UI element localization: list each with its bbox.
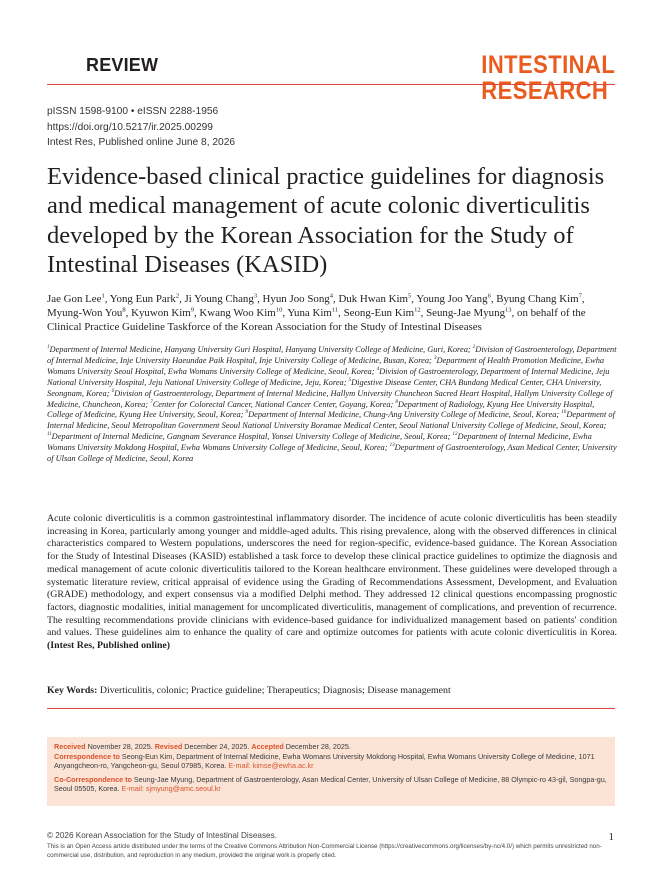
abstract-text: Acute colonic diverticulitis is a common gastrointestinal inflammatory disorder. The incidence of acute colonic diverticulitis has been steadily increasing in Korea, particularly among younger and middle-aged adults. This rising prevalence, along with the observed differences in clinical characteristics compared to Western populations, underscores the need for region-specific, evidence-based guidance. The Korean Association for the Study of Intestinal Diseases (KASID) established a task force to develop these clinical practice guidelines to optimize the diagnosis and medical management of acute colonic diverticulitis tailored to the Korean healthcare environment. These guidelines were developed through a systematic literature review, critical appraisal of evidence using the Grading of Recommendations Assessment, Development, and Evaluation (GRADE) methodology, and expert consensus via a modified Delphi method. They addressed 12 clinical questions encompassing prognostic factors, diagnostic modalities, initial management for uncomplicated diverticulitis, management of complications, and prevention of recurrence. The resulting recommendations provide clinicians with evidence-based guidance for individualized management based on patients' condition and values. These guidelines aim to enhance the quality of care and optimize outcomes for patients with acute colonic diverticulitis in Korea. xyxy=(47,513,617,639)
author-affiliation-marker: 8 xyxy=(122,306,126,314)
affiliation-marker: 8 xyxy=(395,399,398,405)
received-date: November 28, 2025. xyxy=(85,742,155,751)
author-name: Hyun Joo Song xyxy=(262,293,330,305)
co-correspondence-text: Seung-Jae Myung, Department of Gastroenterology, Asan Medical Center, University of Ulsan College of Medicine, 88 Olympic-ro 43-gil, Songpa-gu, Seoul 05505, Korea. xyxy=(54,774,607,794)
affiliation-marker: 6 xyxy=(111,388,115,394)
co-correspondence-line xyxy=(54,775,608,794)
affiliation-text: Division of Gastroenterology, Department of Internal Medicine, Inje University Haeundae Paik Hospital, Inje University College of Medicine, Busan, Korea; xyxy=(47,345,617,365)
correspondence-email[interactable]: E-mail: kimse@ewha.ac.kr xyxy=(228,761,314,771)
author-affiliation-marker: 2 xyxy=(175,292,180,300)
doi-link[interactable]: https://doi.org/10.5217/ir.2025.00299 xyxy=(47,121,213,133)
copyright: © 2026 Korean Association for the Study of Intestinal Diseases. xyxy=(47,831,277,840)
affiliation-text: Department of Internal Medicine, Ewha Womans University Mokdong Hospital, Ewha Womans University College of Medicine, Seoul, Korea; xyxy=(47,432,592,453)
author-name: Kyuwon Kim xyxy=(131,306,191,319)
revised-label: Revised xyxy=(154,742,183,751)
correspondence-label: Correspondence to xyxy=(54,751,120,761)
affiliation-text: Department of Health Promotion Medicine, Ewha Womans University Seoul Hospital, Ewha Womans University College of Medicine, Seoul, Korea; xyxy=(47,355,605,376)
affiliation-text: Department of Radiology, Kyung Hee University Hospital, College of Medicine, Kyung Hee University, Seoul, Korea; xyxy=(47,399,595,420)
footer xyxy=(47,831,617,860)
affiliation-marker: 7 xyxy=(150,399,153,405)
author-name: Byung Chang Kim xyxy=(496,293,579,305)
author-affiliation-marker: 12 xyxy=(414,306,421,314)
author-affiliation-marker: 3 xyxy=(253,292,258,300)
correspondence-box xyxy=(47,737,615,806)
author-name: Yong Eun Park xyxy=(109,293,176,305)
author-affiliation-marker: 4 xyxy=(329,292,333,300)
affiliation-text: Digestive Disease Center, CHA Bundang Medical Center, CHA University, Seongnam, Korea; xyxy=(47,377,602,398)
affiliation-text: Division of Gastroenterology, Department of Internal Medicine, Jeju National University Hospital, Jeju National University College of Medicine, Jeju, Korea; xyxy=(47,366,610,387)
keywords-text: Diverticulitis, colonic; Practice guideline; Therapeutics; Diagnosis; Disease management xyxy=(99,685,451,696)
author-list: Jae Gon Lee$^1$, Yong Eun Park$^2$, Ji Young Chang$^3$, Hyun Joo Song$^4$, Duk Hwan Kim$^5$, Young Joo Yang$^6$, Byung Chang Kim$^7$, Myung-Won You$^8$, Kyuwon Kim$^9$, Kwang Woo Kim$^{10}$, Yuna Kim$^{11}$, Seong-Eun Kim$^{12}$, Seung-Jae Myung$^{13}$, on behalf of the Clinical Practice Guideline Taskforce of the Korean Association for the Study of Intestinal Diseases xyxy=(47,292,586,333)
author-name: Kwang Woo Kim xyxy=(199,306,276,319)
author-affiliation-marker: 10 xyxy=(275,306,283,314)
affiliation-marker: 2 xyxy=(472,345,476,351)
affiliations xyxy=(47,345,619,465)
authors-suffix: , on behalf of the Clinical Practice Guideline Taskforce of the Korean Association for the Study of Intestinal Diseases xyxy=(47,306,586,333)
header-divider xyxy=(47,84,615,85)
dates-line xyxy=(54,742,608,771)
author-affiliation-marker: 9 xyxy=(190,306,194,314)
abstract xyxy=(47,513,617,653)
author-name: Myung-Won You xyxy=(47,306,123,319)
affiliation-text: Division of Gastroenterology, Department of Internal Medicine, Hallym University Chuncheon Sacred Heart Hospital, Hallym University College of Medicine, Chuncheon, Korea; xyxy=(47,388,613,409)
affiliation-marker: 4 xyxy=(376,367,380,373)
journal-logo-line1: INTESTINAL xyxy=(481,51,615,79)
affiliation-text: Department of Gastroenterology, Asan Medical Center, University of Ulsan College of Medicine, Seoul, Korea xyxy=(47,443,617,464)
abstract-citation: (Intest Res, Published online) xyxy=(47,640,171,652)
license-text: This is an Open Access article distributed under the terms of the Creative Commons Attribution Non-Commercial License (https://creativecommons.org/licenses/by-nc/4.0/) which permits unrestricted non-commercial use, distribution, and reproduction in any medium, provided the original work is properly cited. xyxy=(47,843,602,859)
author-name: Yuna Kim xyxy=(287,306,332,319)
accepted-date: December 28, 2025. xyxy=(283,742,351,751)
author-affiliation-marker: 6 xyxy=(487,292,491,300)
issn: pISSN 1598-9100 • eISSN 2288-1956 xyxy=(47,106,219,117)
co-correspondence-email[interactable]: E-mail: sjmyung@amc.seoul.kr xyxy=(121,784,221,794)
keywords-label: Key Words: xyxy=(47,685,100,696)
affiliation-text: Department of Internal Medicine, Chung-Ang University College of Medicine, Seoul, Korea; xyxy=(248,410,562,420)
author-name: Young Joo Yang xyxy=(416,293,488,305)
affiliation-marker: 9 xyxy=(245,410,249,416)
journal-logo-line2: RESEARCH xyxy=(481,77,609,105)
affiliation-marker: 5 xyxy=(348,377,352,383)
page-number: 1 xyxy=(608,831,614,843)
affiliation-text: Department of Internal Medicine, Seoul Metropolitan Government Seoul National University Boramae Medical Center, Seoul National University College of Medicine, Seoul, Korea; xyxy=(47,410,615,431)
affiliation-marker: 3 xyxy=(433,356,437,362)
author-name: Seong-Eun Kim xyxy=(343,306,415,319)
abstract-divider xyxy=(47,708,615,709)
article-meta xyxy=(47,104,235,151)
affiliation-marker: 12 xyxy=(452,432,458,438)
section-label: REVIEW xyxy=(86,55,159,75)
affiliation-marker: 10 xyxy=(561,410,567,416)
author-name: Jae Gon Lee xyxy=(47,293,102,305)
author-name: Duk Hwan Kim xyxy=(338,293,409,305)
affiliation-marker: 1 xyxy=(47,345,50,351)
author-name: Ji Young Chang xyxy=(184,293,254,305)
affiliation-text: Center for Colorectal Cancer, National Cancer Center, Goyang, Korea; xyxy=(152,399,396,409)
affiliation-text: Department of Internal Medicine, Hanyang University Guri Hospital, Hanyang University College of Medicine, Guri, Korea; xyxy=(49,345,473,354)
published-date: Intest Res, Published online June 8, 2026 xyxy=(47,137,236,148)
article-title: Evidence-based clinical practice guidelines for diagnosis and medical management of acute colonic diverticulitis developed by the Korean Association for the Study of Intestinal Diseases (KASID) xyxy=(47,163,605,278)
affiliation-marker: 11 xyxy=(47,432,52,438)
affiliation-marker: 13 xyxy=(389,443,395,449)
journal-logo xyxy=(481,52,615,104)
co-correspondence-label: Co-Correspondence to xyxy=(54,774,132,784)
author-name: Seung-Jae Myung xyxy=(426,306,506,319)
author-affiliation-marker: 1 xyxy=(101,292,105,300)
affiliation-text: Department of Internal Medicine, Gangnam Severance Hospital, Yonsei University College of Medicine, Seoul, Korea; xyxy=(51,432,453,442)
author-affiliation-marker: 7 xyxy=(578,292,582,300)
keywords xyxy=(47,685,617,696)
author-affiliation-marker: 13 xyxy=(505,306,512,314)
accepted-label: Accepted xyxy=(251,742,284,751)
author-affiliation-marker: 5 xyxy=(408,292,412,300)
received-label: Received xyxy=(54,742,86,751)
correspondence-text: Seong-Eun Kim, Department of Internal Medicine, Ewha Womans University Mokdong Hospital, Ewha Womans University College of Medicine, 1071 Anyangcheon-ro, Yangcheon-gu, Seoul 07985, Korea. xyxy=(54,751,595,771)
revised-date: December 24, 2025. xyxy=(182,742,252,751)
author-affiliation-marker: 11 xyxy=(331,306,339,314)
